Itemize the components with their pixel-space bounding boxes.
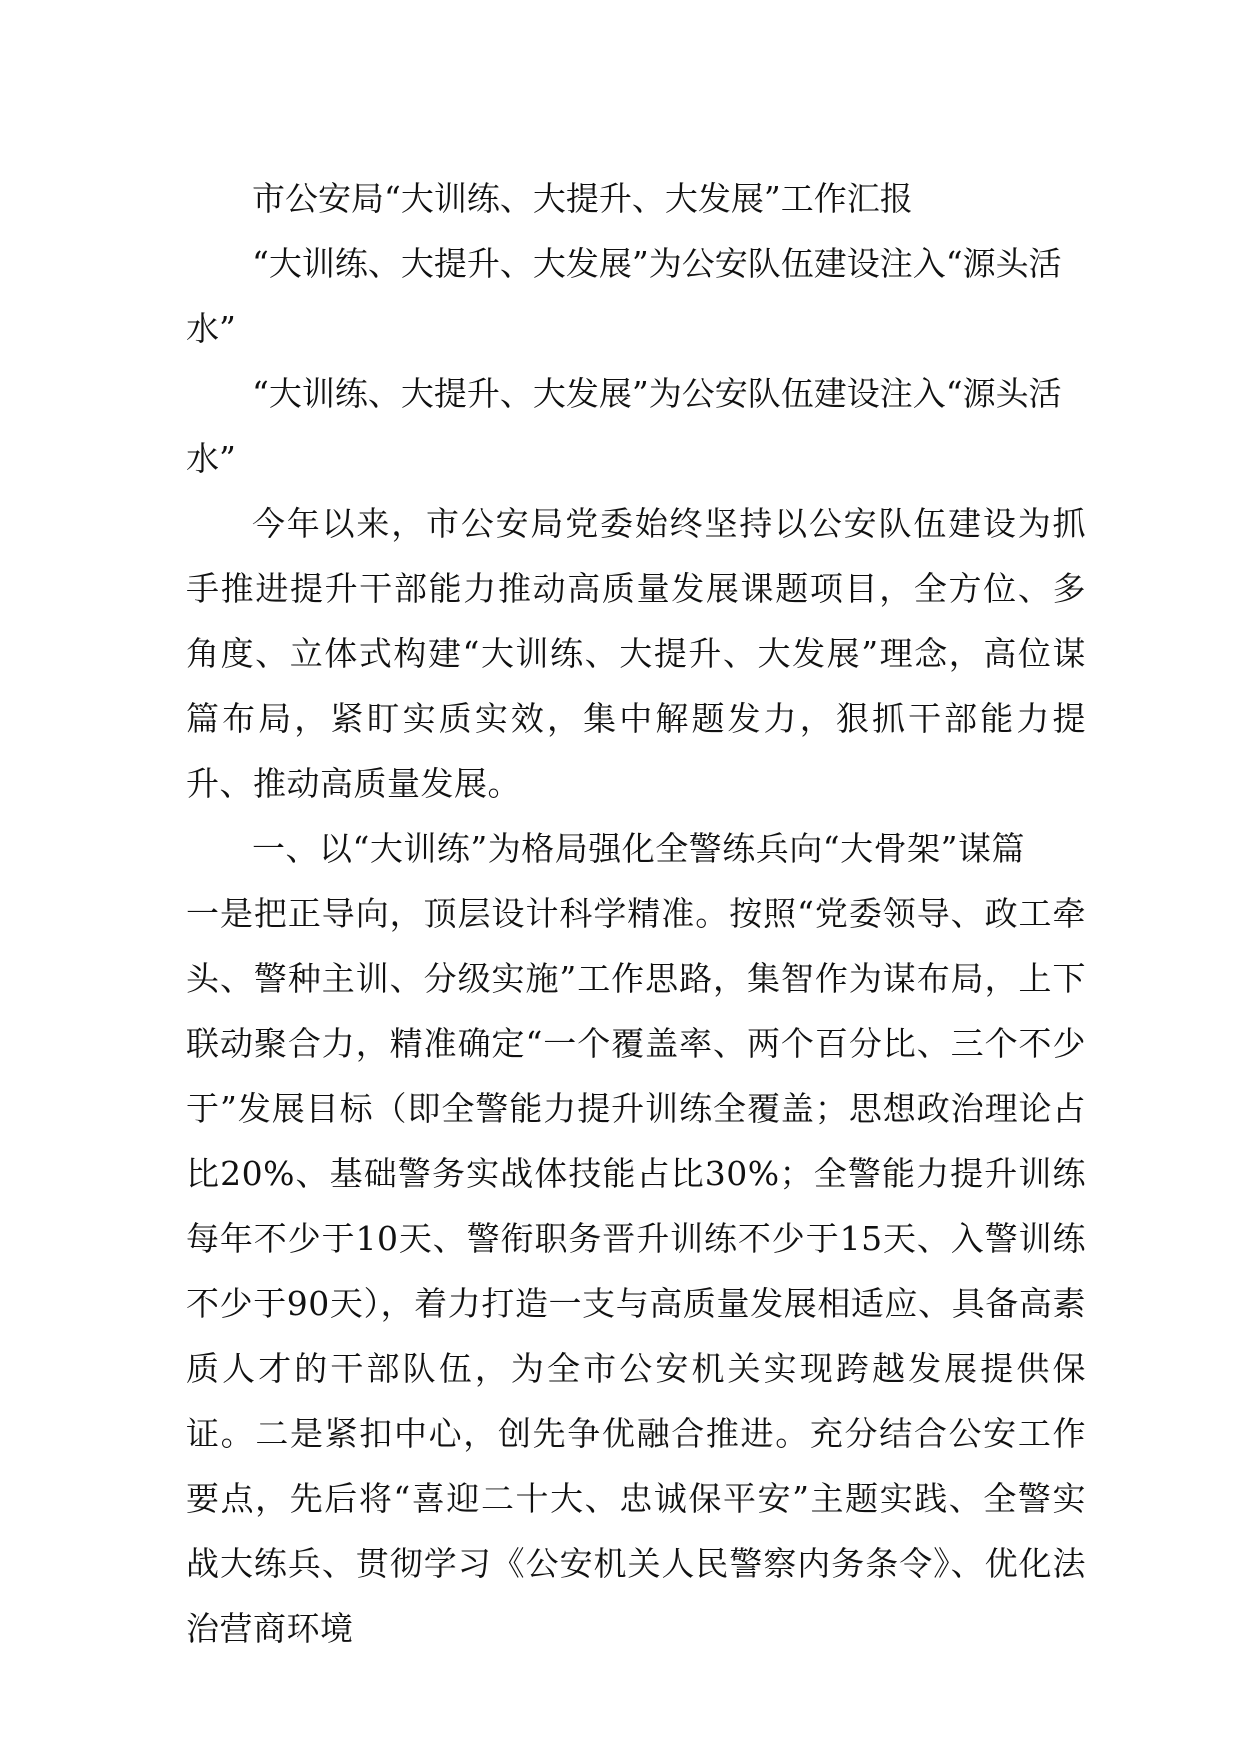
section-body: 一是把正导向，顶层设计科学精准。按照“党委领导、政工牵头、警种主训、分级实施”工作思路，集智作为谋布局，上下联动聚合力，精准确定“一个覆盖率、两个百分比、三个不少于”发展目标（即全警能力提升训练全覆盖；思想政治理论占比20%、基础警务实战体技能占比30%；全警能力提升训练每年不少于10天、警衔职务晋升训练不少于15天、入警训练不少于90天），着力打造一支与高质量发展相适应、具备高素质人才的干部队伍，为全市公安机关实现跨越发展提供保证。二是紧扣中心，创先争优融合推进。充分结合公安工作要点，先后将“喜迎二十大、忠诚保平安”主题实践、全警实战大练兵、贯彻学习《公安机关人民警察内务条令》、优化法治营商环境	[186, 894, 1086, 1648]
document-subtitle: “大训练、大提升、大发展”为公安队伍建设注入“源头活水”	[186, 244, 1062, 348]
section-heading: 一、以“大训练”为格局强化全警练兵向“大骨架”谋篇	[252, 829, 1025, 868]
document-page	[186, 166, 1086, 1661]
document-title: 市公安局“大训练、大提升、大发展”工作汇报	[252, 179, 913, 218]
intro-paragraph: 今年以来，市公安局党委始终坚持以公安队伍建设为抓手推进提升干部能力推动高质量发展课题项目，全方位、多角度、立体式构建“大训练、大提升、大发展”理念，高位谋篇布局，紧盯实质实效，集中解题发力，狠抓干部能力提升、推动高质量发展。	[186, 504, 1086, 803]
document-subtitle-repeat: “大训练、大提升、大发展”为公安队伍建设注入“源头活水”	[186, 374, 1062, 478]
